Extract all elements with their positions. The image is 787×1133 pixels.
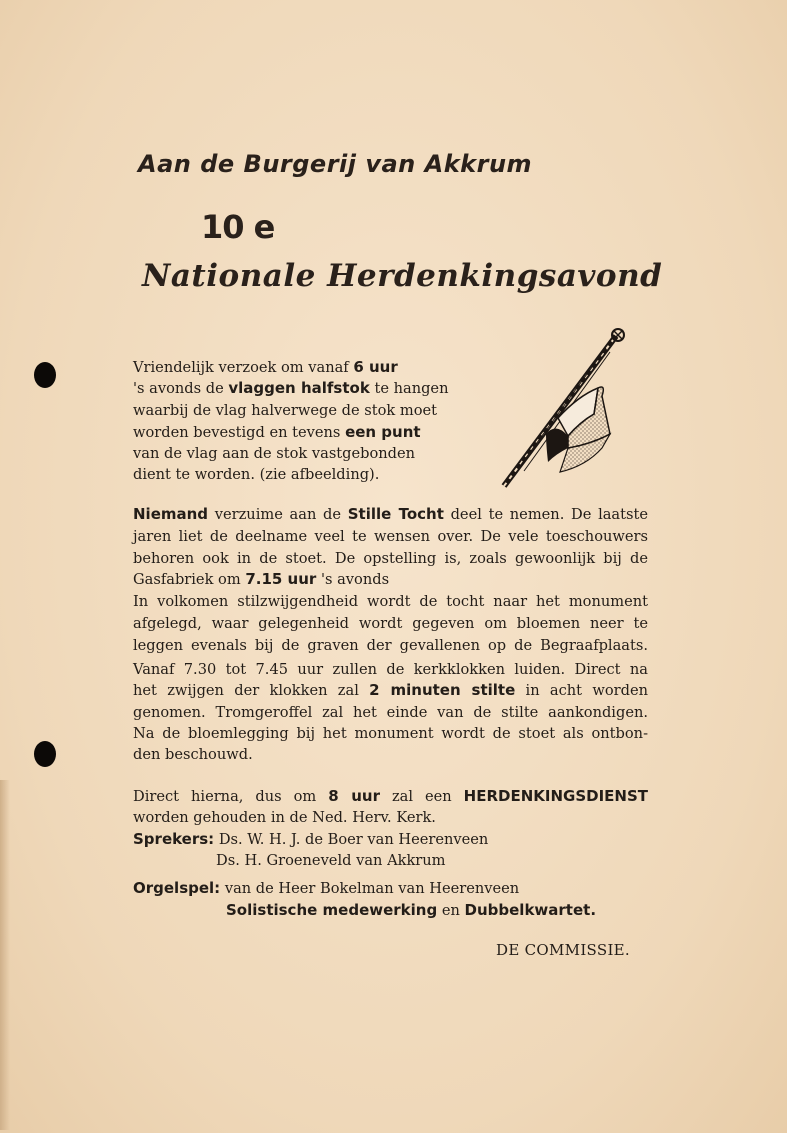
text-span: Gasfabriek om bbox=[133, 571, 246, 588]
text-span: 's avonds bbox=[316, 571, 390, 588]
half-mast-flag-illustration bbox=[498, 326, 633, 491]
flag-line-4 bbox=[133, 422, 421, 443]
bold-span: Niemand bbox=[133, 505, 209, 523]
bold-span: Solistische medewerking bbox=[226, 901, 438, 919]
text-span: 's avonds de bbox=[133, 380, 229, 397]
tocht-line-7: leggen evenals bij de graven der gevallenen op de Begraafplaats. bbox=[133, 637, 648, 654]
tocht-line-12: den beschouwd. bbox=[133, 746, 253, 763]
bold-span: een punt bbox=[345, 423, 421, 441]
text-span: in acht worden bbox=[515, 682, 648, 699]
flag-line-3: waarbij de vlag halverwege de stok moet bbox=[133, 402, 437, 419]
text-span: Direct hierna, dus om bbox=[133, 788, 329, 805]
tocht-line-3: behoren ook in de stoet. De opstelling is, zoals gewoonlijk bij de bbox=[133, 550, 648, 567]
tocht-line-11: Na de bloemlegging bij het monument wordt de stoet als ontbon- bbox=[133, 725, 648, 742]
text-span: worden bevestigd en tevens bbox=[133, 424, 346, 441]
tocht-line-8: Vanaf 7.30 tot 7.45 uur zullen de kerkklokken luiden. Direct na bbox=[133, 661, 648, 678]
spreker-1: Ds. W. H. J. de Boer van Heerenveen bbox=[214, 831, 489, 848]
bold-span: HERDENKINGSDIENST bbox=[463, 787, 648, 805]
orgelspel-line bbox=[133, 878, 519, 899]
text-span: en bbox=[437, 902, 465, 919]
paper-edge-shadow bbox=[0, 780, 10, 1130]
tocht-line-2: jaren liet de deelname veel te wensen over. De vele toeschouwers bbox=[133, 528, 648, 545]
flag-line-1 bbox=[133, 357, 398, 378]
bold-span: vlaggen halfstok bbox=[228, 379, 370, 397]
punch-hole-bottom bbox=[34, 741, 56, 767]
tocht-line-6: afgelegd, waar gelegenheid wordt gegeven om bloemen neer te bbox=[133, 615, 648, 632]
tocht-line-10: genomen. Tromgeroffel zal het einde van de stilte aankondigen. bbox=[133, 704, 648, 721]
bold-span: 6 uur bbox=[353, 358, 398, 376]
bold-span: 7.15 uur bbox=[245, 570, 317, 588]
heading-event: Nationale Herdenkingsavond bbox=[142, 258, 663, 294]
text-span: deel te nemen. De laatste bbox=[443, 506, 648, 523]
orgelspel-text: van de Heer Bokelman van Heerenveen bbox=[220, 880, 520, 897]
punch-hole-top bbox=[34, 362, 56, 388]
tocht-line-9 bbox=[133, 680, 648, 701]
tocht-line-5: In volkomen stilzwijgendheid wordt de tocht naar het monument bbox=[133, 593, 648, 610]
text-span: het zwijgen der klokken zal bbox=[133, 682, 370, 699]
sprekers-line bbox=[133, 829, 488, 850]
text-span: te hangen bbox=[369, 380, 449, 397]
heading-edition: 10 e bbox=[201, 208, 275, 246]
flag-line-5: van de vlag aan de stok vastgebonden bbox=[133, 445, 416, 462]
bold-span: 8 uur bbox=[328, 787, 380, 805]
bold-span: 2 minuten stilte bbox=[369, 681, 516, 699]
orgelspel-label: Orgelspel: bbox=[133, 879, 221, 897]
flag-line-2 bbox=[133, 378, 448, 399]
dienst-line-1 bbox=[133, 786, 648, 807]
sprekers-label: Sprekers: bbox=[133, 830, 215, 848]
dienst-line-2: worden gehouden in de Ned. Herv. Kerk. bbox=[133, 809, 436, 826]
bold-span: Stille Tocht bbox=[347, 505, 444, 523]
text-span: zal een bbox=[379, 788, 464, 805]
flag-line-6: dient te worden. (zie afbeelding). bbox=[133, 466, 380, 483]
tocht-line-1 bbox=[133, 504, 648, 525]
solist-line bbox=[226, 900, 596, 921]
tocht-line-4 bbox=[133, 569, 389, 590]
text-span: verzuime aan de bbox=[208, 506, 348, 523]
spreker-2-line: Ds. H. Groeneveld van Akkrum bbox=[216, 852, 446, 869]
text-span: Vriendelijk verzoek om vanaf bbox=[133, 359, 354, 376]
signature: DE COMMISSIE. bbox=[496, 941, 630, 959]
bold-span: Dubbelkwartet. bbox=[464, 901, 597, 919]
heading-addressee: Aan de Burgerij van Akkrum bbox=[138, 150, 533, 178]
